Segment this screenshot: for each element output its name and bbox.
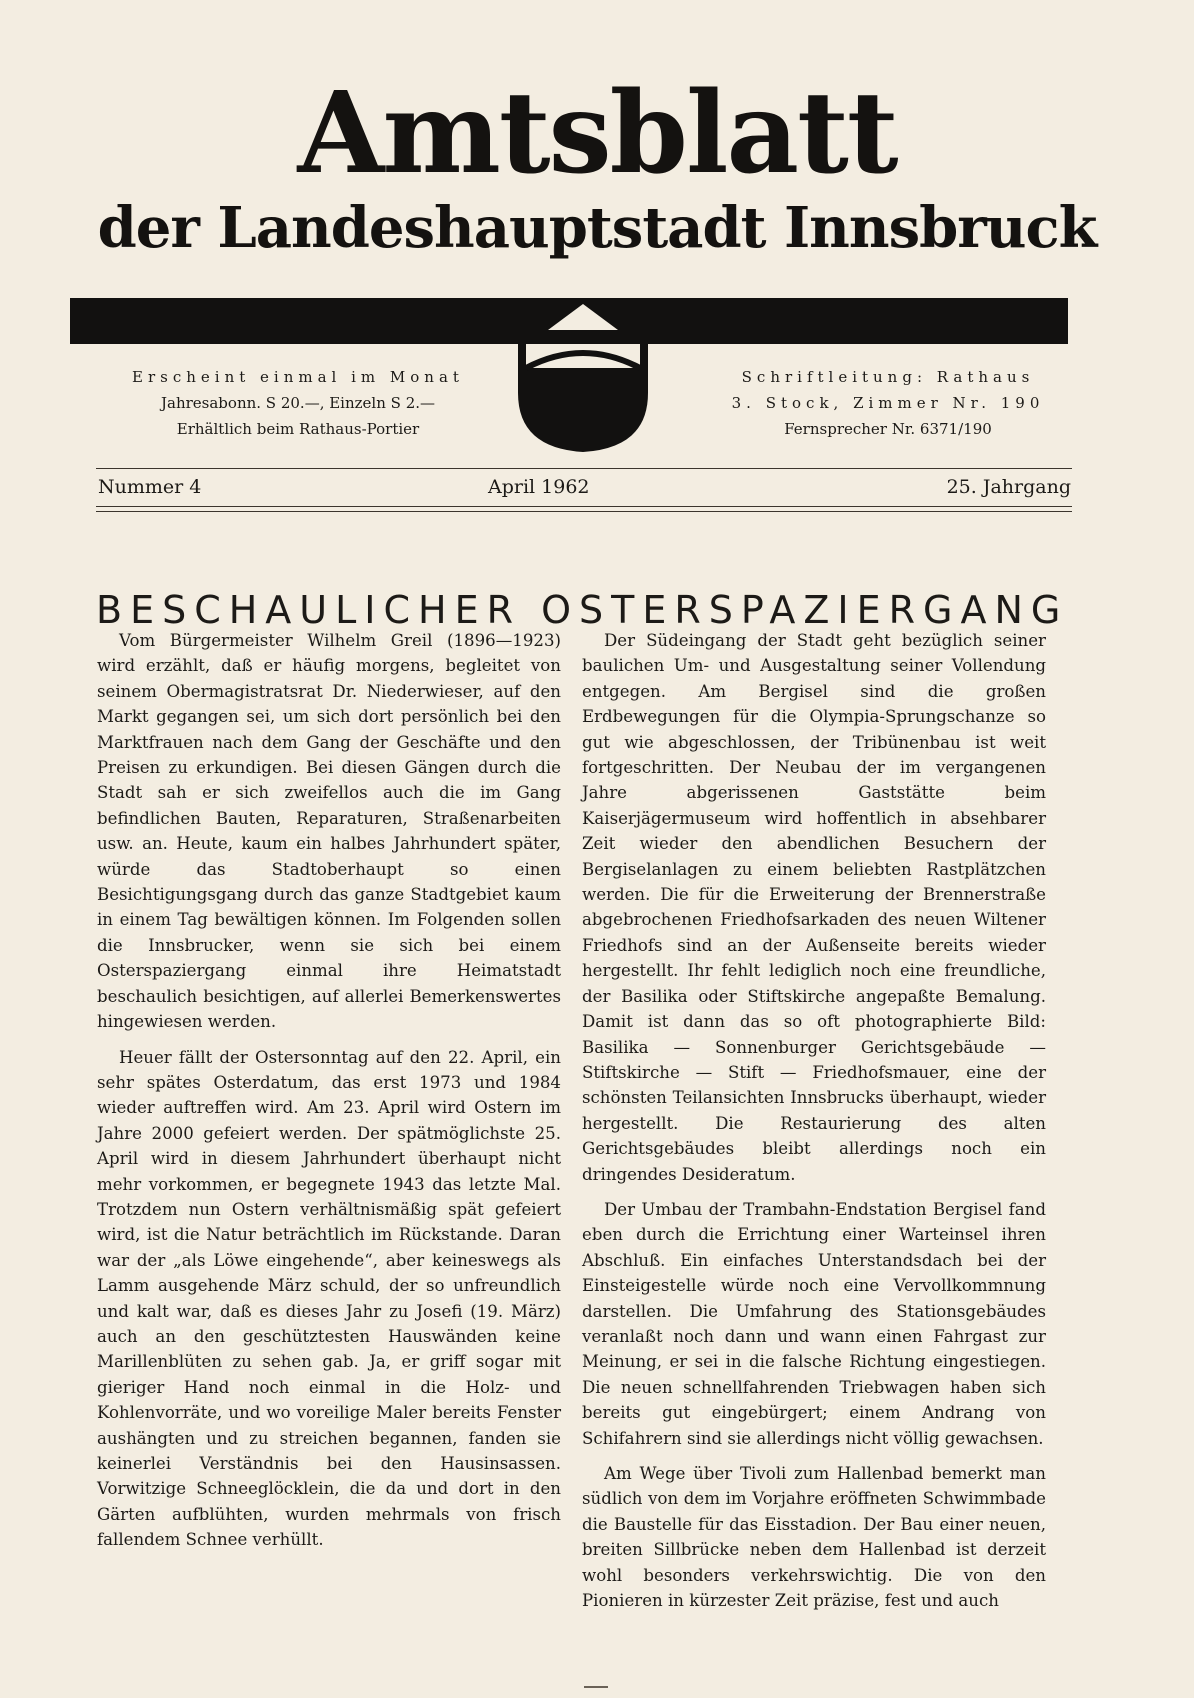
- issue-rule-bottom-2: [96, 511, 1072, 512]
- paragraph: Vom Bürgermeister Wilhelm Greil (1896—1923) wird erzählt, daß er häufig morgens, begleitet von seinem Obermagistratsrat Dr. Niederwieser, auf den Markt gegangen sei, um sich dort persönlich bei den Marktfrauen nach dem Gang der Geschäfte und den Preisen zu erkundigen. Bei diesen Gängen durch die Stadt sah er sich zweifellos auch die im Gang befindlichen Bauten, Reparaturen, Straßenarbeiten usw. an. Heute, kaum ein halbes Jahrhundert später, würde das Stadtoberhaupt so einen Besichtigungsgang durch das ganze Stadtgebiet kaum in einem Tag bewältigen können. Im Folgenden sollen die Innsbrucker, wenn sie sich bei einem Osterspaziergang einmal ihre Heimatstadt beschaulich besichtigen, auf allerlei Bemerkenswertes hingewiesen werden.: [97, 631, 561, 1032]
- masthead-bar-right: [642, 298, 1068, 344]
- phone-number: Fernsprecher Nr. 6371/190: [784, 420, 992, 438]
- frequency-note: Erscheint einmal im Monat: [132, 368, 464, 386]
- editorial-office: Schriftleitung: Rathaus: [741, 368, 1035, 386]
- paragraph: Am Wege über Tivoli zum Hallenbad bemerkt man südlich von dem im Vorjahre eröffneten Schwimmbade die Baustelle für das Eisstadion. Der Bau einer neuen, breiten Sillbrücke neben dem Hallenbad ist derzeit wohl besonders verkehrswichtig. Die von den Pionieren in kürzester Zeit präzise, fest und auch: [582, 1464, 1046, 1611]
- subscription-price: Jahresabonn. S 20.—, Einzeln S 2.—: [161, 394, 435, 412]
- article-column-right: [582, 628, 1046, 1623]
- paragraph: Der Südeingang der Stadt geht bezüglich seiner baulichen Um- und Ausgestaltung seiner Vollendung entgegen. Am Bergisel sind die großen Erdbewegungen für die Olympia-Sprungschanze so gut wie abgeschlossen, der Tribünenbau ist weit fortgeschritten. Der Neubau der im vergangenen Jahre abgerissenen Gaststätte beim Kaiserjägermuseum wird hoffentlich in absehbarer Zeit wieder den abendlichen Besuchern der Bergiselanlagen zu einem beliebten Rastplätzchen werden. Die für die Erweiterung der Brennerstraße abgebrochenen Friedhofsarkaden des neuen Wiltener Friedhofs sind an der Außenseite bereits wieder hergestellt. Ihr fehlt lediglich noch eine freundliche, der Basilika oder Stiftskirche angepaßte Bemalung. Damit ist dann das so oft photographierte Bild: Basilika — Sonnenburger Gerichtsgebäude — Stiftskirche — Stift — Friedhofsmauer, eine der schönsten Teilansichten Innsbrucks überhaupt, wieder hergestellt. Die Restaurierung des alten Gerichtsgebäudes bleibt allerdings noch ein dringendes Desideratum.: [582, 631, 1046, 1184]
- issue-rule-bottom-1: [96, 506, 1072, 507]
- masthead-subtitle: der Landeshauptstadt Innsbruck: [97, 195, 1097, 261]
- paragraph: Heuer fällt der Ostersonntag auf den 22. April, ein sehr spätes Osterdatum, das erst 1973 und 1984 wieder auftreffen wird. Am 23. April wird Ostern im Jahre 2000 gefeiert werden. Der spätmöglichste 25. April wird in diesem Jahrhundert überhaupt nicht mehr vorkommen, er begegnete 1943 das letzte Mal. Trotzdem nun Ostern verhältnismäßig spät gefeiert wird, ist die Natur beträchtlich im Rückstande. Daran war der „als Löwe eingehende“, aber keineswegs als Lamm ausgehende März schuld, der so unfreundlich und kalt war, daß es dieses Jahr zu Josefi (19. März) auch an den geschütztesten Hauswänden keine Marillenblüten zu sehen gab. Ja, er griff sogar mit gieriger Hand noch einmal in die Holz- und Kohlenvorräte, und wo voreilige Maler bereits Fenster aushängten und zu streichen begannen, fanden sie keinerlei Verständnis bei den Hausinsassen. Vorwitzige Schneeglöcklein, die da und dort in den Gärten aufblühten, wurden mehrmals von frisch fallendem Schnee verhüllt.: [97, 1047, 561, 1550]
- page-footer-mark: [584, 1686, 608, 1688]
- issue-volume: 25. Jahrgang: [946, 476, 1071, 498]
- article-column-left: [97, 628, 561, 1563]
- article-headline: BESCHAULICHER OSTERSPAZIERGANG: [96, 588, 1069, 633]
- masthead-bar-left: [70, 298, 525, 344]
- issue-rule-top: [96, 468, 1072, 469]
- coat-of-arms-emblem: [508, 298, 658, 454]
- issue-line: [98, 476, 1071, 502]
- issue-date: April 1962: [488, 476, 590, 498]
- paragraph: Der Umbau der Trambahn-Endstation Bergisel fand eben durch die Errichtung einer Warteinsel ihren Abschluß. Ein einfaches Unterstandsdach bei der Einsteigestelle würde noch eine Vervollkommnung darstellen. Die Umfahrung des Stationsgebäudes veranlaßt noch dann und wann einen Fahrgast zur Meinung, er sei in die falsche Richtung eingestiegen. Die neuen schnellfahrenden Triebwagen haben sich bereits gut eingebürgert; einem Andrang von Schifahrern sind sie allerdings nicht völlig gewachsen.: [582, 1199, 1046, 1448]
- publication-info-left: [98, 364, 498, 442]
- availability-note: Erhältlich beim Rathaus-Portier: [176, 420, 420, 438]
- masthead-title: Amtsblatt: [297, 68, 897, 199]
- office-room: 3. Stock, Zimmer Nr. 190: [731, 394, 1045, 412]
- issue-number: Nummer 4: [98, 476, 202, 498]
- publication-info-right: [688, 364, 1088, 442]
